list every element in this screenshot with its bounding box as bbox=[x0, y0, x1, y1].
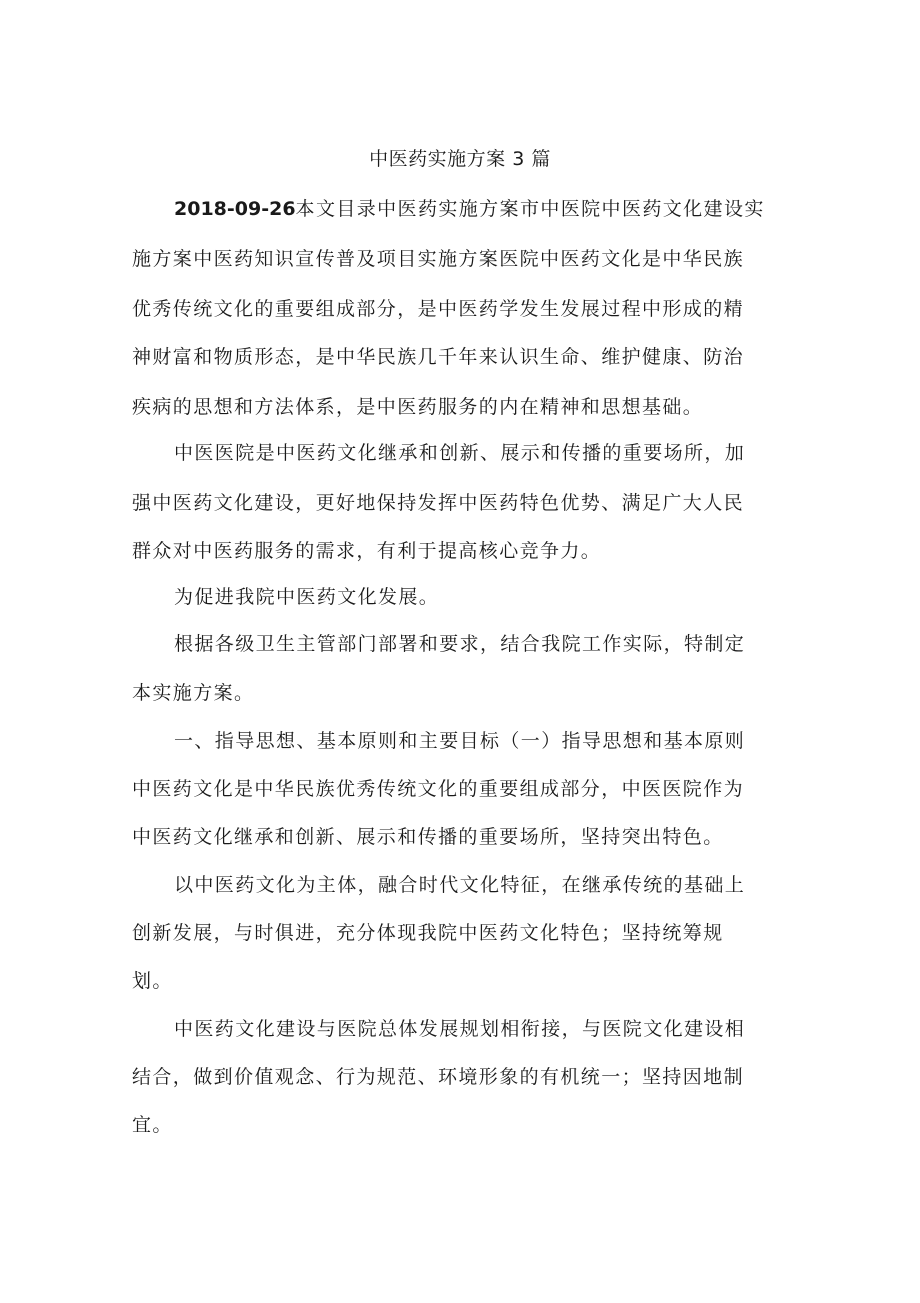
paragraph-line: 神财富和物质形态，是中华民族几千年来认识生命、维护健康、防治 bbox=[132, 346, 745, 368]
paragraph-line: 以中医药文化为主体，融合时代文化特征，在继承传统的基础上 bbox=[174, 874, 746, 896]
paragraph-line: 中医药文化建设与医院总体发展规划相衔接，与医院文化建设相 bbox=[174, 1018, 746, 1040]
paragraph-line: 根据各级卫生主管部门部署和要求，结合我院工作实际，特制定 bbox=[174, 633, 746, 655]
paragraph-line: 本实施方案。 bbox=[132, 682, 255, 704]
paragraph-line: 中医医院是中医药文化继承和创新、展示和传播的重要场所，加 bbox=[174, 442, 746, 464]
document-date: 2018-09-26 bbox=[174, 198, 296, 220]
paragraph-line: 中医药文化继承和创新、展示和传播的重要场所，坚持突出特色。 bbox=[132, 826, 724, 848]
paragraph-line: 施方案中医药知识宣传普及项目实施方案医院中医药文化是中华民族 bbox=[132, 248, 745, 270]
paragraph-line-text: 本文目录中医药实施方案市中医院中医药文化建设实 bbox=[295, 198, 765, 220]
document-title: 中医药实施方案 3 篇 bbox=[369, 148, 551, 170]
paragraph-line: 宜。 bbox=[132, 1114, 173, 1136]
paragraph-line: 疾病的思想和方法体系，是中医药服务的内在精神和思想基础。 bbox=[132, 396, 704, 418]
paragraph-line bbox=[174, 196, 765, 222]
paragraph-line: 强中医药文化建设，更好地保持发挥中医药特色优势、满足广大人民 bbox=[132, 492, 745, 514]
paragraph-line: 一、指导思想、基本原则和主要目标（一）指导思想和基本原则 bbox=[174, 730, 746, 752]
paragraph-line: 为促进我院中医药文化发展。 bbox=[174, 586, 440, 608]
paragraph-line: 划。 bbox=[132, 970, 173, 992]
paragraph-line: 创新发展，与时俱进，充分体现我院中医药文化特色；坚持统筹规 bbox=[132, 922, 724, 944]
paragraph-line: 结合，做到价值观念、行为规范、环境形象的有机统一；坚持因地制 bbox=[132, 1066, 745, 1088]
paragraph-line: 优秀传统文化的重要组成部分，是中医药学发生发展过程中形成的精 bbox=[132, 298, 745, 320]
paragraph-line: 中医药文化是中华民族优秀传统文化的重要组成部分，中医医院作为 bbox=[132, 778, 745, 800]
paragraph-line: 群众对中医药服务的需求，有利于提高核心竞争力。 bbox=[132, 540, 602, 562]
